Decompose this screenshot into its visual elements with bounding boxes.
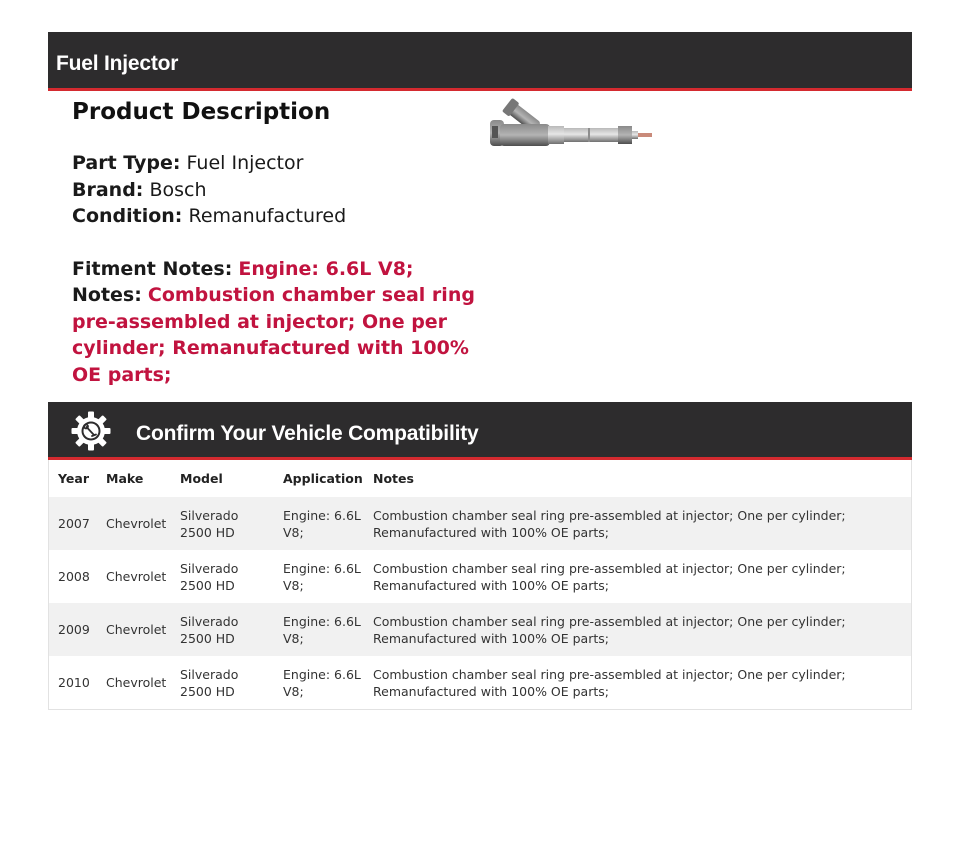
- notes-label: Notes:: [72, 284, 142, 306]
- cell-year: 2008: [49, 550, 97, 603]
- cell-model: Silverado 2500 HD: [171, 656, 274, 709]
- cell-application: Engine: 6.6L V8;: [274, 656, 364, 709]
- column-header-notes: Notes: [373, 471, 414, 486]
- table-row: [49, 497, 911, 550]
- spec-value: Fuel Injector: [186, 152, 304, 174]
- compatibility-title: Confirm Your Vehicle Compatibility: [136, 422, 479, 445]
- spec-label: Brand:: [72, 178, 144, 201]
- product-description-heading: Product Description: [72, 99, 331, 125]
- cell-model: Silverado 2500 HD: [171, 603, 274, 656]
- cell-notes: Combustion chamber seal ring pre-assembled at injector; One per cylinder; Remanufactured with 100% OE parts;: [364, 550, 911, 603]
- spec-label: Part Type:: [72, 152, 181, 174]
- product-title-banner: [48, 32, 912, 91]
- cell-model: Silverado 2500 HD: [171, 550, 274, 603]
- table-row: [49, 656, 911, 709]
- cell-notes: Combustion chamber seal ring pre-assembled at injector; One per cylinder; Remanufactured with 100% OE parts;: [364, 497, 911, 550]
- column-header-application: Application: [283, 471, 363, 486]
- cell-year: 2009: [49, 603, 97, 656]
- compatibility-table: [48, 460, 912, 710]
- cell-notes: Combustion chamber seal ring pre-assembled at injector; One per cylinder; Remanufactured with 100% OE parts;: [364, 603, 911, 656]
- spec-condition: [72, 203, 492, 230]
- notes-line: [72, 282, 492, 388]
- cell-make: Chevrolet: [97, 656, 171, 709]
- product-title: Fuel Injector: [56, 52, 179, 75]
- fitment-notes: [72, 256, 492, 389]
- cell-application: Engine: 6.6L V8;: [274, 550, 364, 603]
- spec-label: Condition:: [72, 205, 183, 227]
- cell-make: Chevrolet: [97, 497, 171, 550]
- cell-make: Chevrolet: [97, 550, 171, 603]
- table-row: [49, 603, 911, 656]
- fitment-label: Fitment Notes:: [72, 257, 233, 280]
- table-header-row: [49, 460, 911, 497]
- column-header-year: Year: [58, 471, 89, 486]
- spec-value: Remanufactured: [188, 205, 347, 227]
- column-header-make: Make: [106, 471, 144, 486]
- spec-value: Bosch: [149, 178, 207, 201]
- fitment-line: [72, 256, 492, 283]
- compatibility-banner: [48, 402, 912, 460]
- cell-application: Engine: 6.6L V8;: [274, 603, 364, 656]
- table-row: [49, 550, 911, 603]
- cell-year: 2010: [49, 656, 97, 709]
- spec-list: [72, 150, 492, 230]
- cell-model: Silverado 2500 HD: [171, 497, 274, 550]
- cell-application: Engine: 6.6L V8;: [274, 497, 364, 550]
- spec-brand: [72, 177, 492, 204]
- column-header-model: Model: [180, 471, 223, 486]
- cell-make: Chevrolet: [97, 603, 171, 656]
- fuel-injector-image: [488, 98, 656, 154]
- gear-wrench-icon: [70, 410, 112, 452]
- product-description: [72, 96, 492, 388]
- cell-notes: Combustion chamber seal ring pre-assembled at injector; One per cylinder; Remanufactured with 100% OE parts;: [364, 656, 911, 709]
- spec-part-type: [72, 150, 492, 177]
- notes-value: Combustion chamber seal ring pre-assembled at injector; One per cylinder; Remanufactured with 100% OE parts;: [72, 284, 475, 386]
- fitment-value: Engine: 6.6L V8;: [238, 257, 414, 280]
- cell-year: 2007: [49, 497, 97, 550]
